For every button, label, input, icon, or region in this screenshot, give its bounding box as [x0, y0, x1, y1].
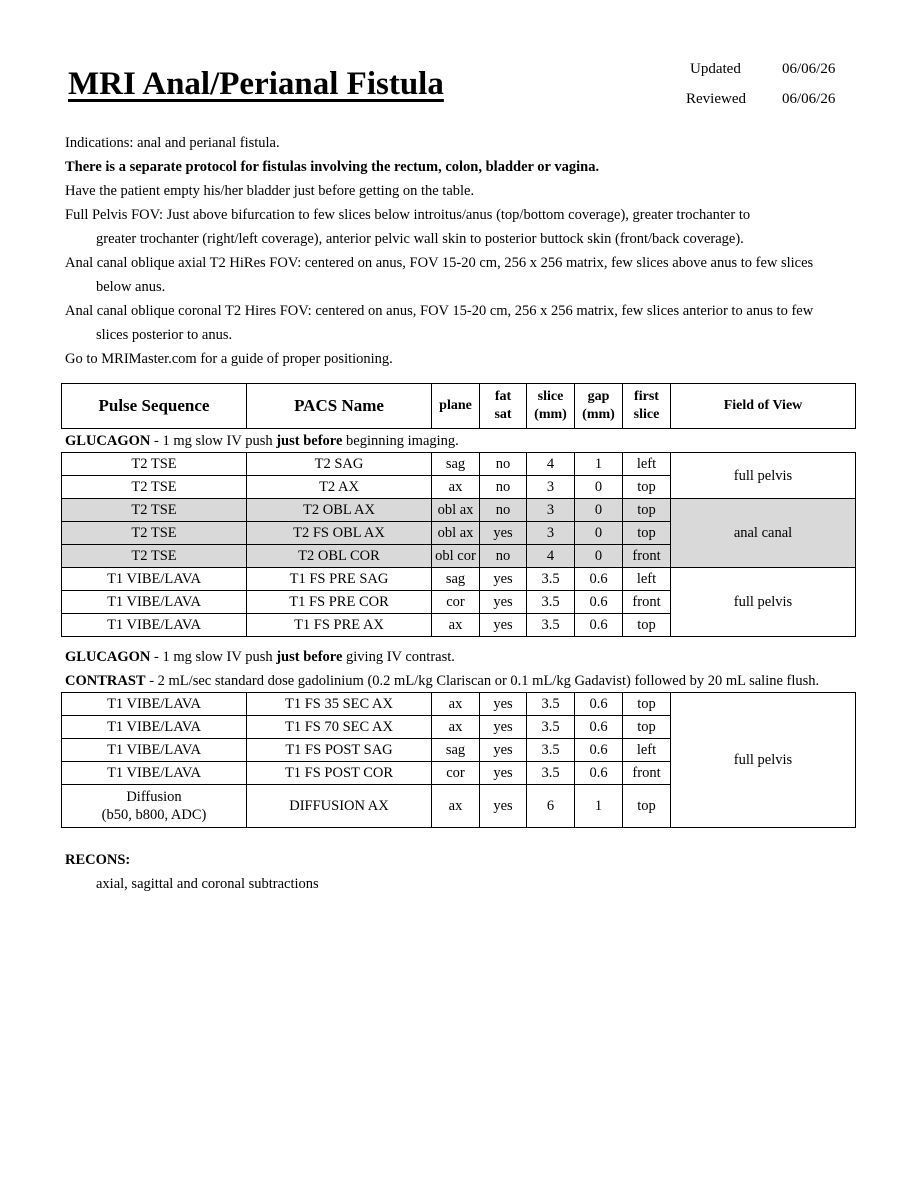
indication-line: below anus. — [96, 279, 166, 295]
gap-cell: 0 — [575, 476, 623, 499]
gap-cell: 0.6 — [575, 739, 623, 762]
header-pacs-name: PACS Name — [247, 384, 432, 429]
slice-cell: 3.5 — [527, 693, 575, 716]
pulse-sequence-cell: T2 TSE — [62, 545, 247, 568]
slice-cell: 3 — [527, 476, 575, 499]
fat-sat-cell: yes — [480, 522, 527, 545]
fat-sat-cell: yes — [480, 614, 527, 637]
indication-line: Anal canal oblique coronal T2 Hires FOV: centered on anus, FOV 15-20 cm, 256 x 256 matrix, few slices anterior to anus to few — [65, 303, 814, 319]
pacs-name-cell: T2 AX — [247, 476, 432, 499]
header-plane: plane — [432, 384, 480, 429]
fat-sat-cell: no — [480, 545, 527, 568]
glucagon-note-2: GLUCAGON - 1 mg slow IV push just before giving IV contrast. — [65, 649, 455, 665]
pacs-name-cell: T2 OBL AX — [247, 499, 432, 522]
first-slice-cell: front — [623, 591, 671, 614]
pacs-name-cell: T1 FS 70 SEC AX — [247, 716, 432, 739]
pacs-name-cell: T1 FS 35 SEC AX — [247, 693, 432, 716]
first-slice-cell: left — [623, 739, 671, 762]
first-slice-cell: top — [623, 716, 671, 739]
protocol-table-1 — [61, 452, 856, 637]
plane-cell: ax — [432, 693, 480, 716]
field-of-view-cell: full pelvis — [671, 568, 856, 637]
pacs-name-cell: T1 FS POST SAG — [247, 739, 432, 762]
pulse-sequence-cell: T1 VIBE/LAVA — [62, 716, 247, 739]
indication-line: greater trochanter (right/left coverage), anterior pelvic wall skin to posterior buttock skin (front/back coverage). — [96, 231, 744, 247]
gap-cell: 0 — [575, 499, 623, 522]
first-slice-cell: top — [623, 522, 671, 545]
first-slice-cell: front — [623, 762, 671, 785]
table-row — [62, 693, 856, 716]
indication-line: There is a separate protocol for fistulas involving the rectum, colon, bladder or vagina. — [65, 159, 600, 175]
pulse-sequence-cell: T1 VIBE/LAVA — [62, 762, 247, 785]
page-title: MRI Anal/Perianal Fistula — [68, 66, 444, 102]
pacs-name-cell: T1 FS PRE SAG — [247, 568, 432, 591]
fat-sat-cell: yes — [480, 762, 527, 785]
indication-line: Full Pelvis FOV: Just above bifurcation to few slices below introitus/anus (top/bottom coverage), greater trochanter to — [65, 207, 751, 223]
plane-cell: ax — [432, 476, 480, 499]
fat-sat-cell: yes — [480, 716, 527, 739]
plane-cell: obl ax — [432, 499, 480, 522]
contrast-note: CONTRAST - 2 mL/sec standard dose gadolinium (0.2 mL/kg Clariscan or 0.1 mL/kg Gadavist) followed by 20 mL saline flush. — [65, 673, 820, 689]
indication-line: Anal canal oblique axial T2 HiRes FOV: centered on anus, FOV 15-20 cm, 256 x 256 matrix, few slices above anus to few slices — [65, 255, 814, 271]
slice-cell: 3.5 — [527, 614, 575, 637]
fat-sat-cell: no — [480, 499, 527, 522]
indications-block — [65, 131, 865, 371]
indication-line: Have the patient empty his/her bladder just before getting on the table. — [65, 183, 475, 199]
slice-cell: 3.5 — [527, 591, 575, 614]
slice-cell: 3.5 — [527, 716, 575, 739]
header-first-slice: first slice — [623, 384, 671, 429]
pulse-sequence-cell: Diffusion (b50, b800, ADC) — [62, 785, 247, 828]
pacs-name-cell: T1 FS POST COR — [247, 762, 432, 785]
fat-sat-cell: yes — [480, 591, 527, 614]
header-pulse-sequence: Pulse Sequence — [62, 384, 247, 429]
pacs-name-cell: DIFFUSION AX — [247, 785, 432, 828]
fat-sat-cell: yes — [480, 739, 527, 762]
gap-cell: 0 — [575, 522, 623, 545]
table-row — [62, 568, 856, 591]
field-of-view-cell: full pelvis — [671, 693, 856, 828]
updated-label: Updated — [690, 61, 741, 77]
slice-cell: 3.5 — [527, 739, 575, 762]
recons-text: axial, sagittal and coronal subtractions — [96, 876, 319, 892]
gap-cell: 1 — [575, 453, 623, 476]
first-slice-cell: front — [623, 545, 671, 568]
first-slice-cell: top — [623, 499, 671, 522]
pacs-name-cell: T2 FS OBL AX — [247, 522, 432, 545]
slice-cell: 4 — [527, 453, 575, 476]
pulse-sequence-cell: T2 TSE — [62, 522, 247, 545]
pulse-sequence-cell: T2 TSE — [62, 453, 247, 476]
plane-cell: ax — [432, 614, 480, 637]
indication-line: slices posterior to anus. — [96, 327, 233, 343]
pulse-sequence-cell: T1 VIBE/LAVA — [62, 614, 247, 637]
first-slice-cell: top — [623, 693, 671, 716]
header-gap: gap (mm) — [575, 384, 623, 429]
pacs-name-cell: T2 SAG — [247, 453, 432, 476]
protocol-table-header — [61, 383, 856, 429]
fat-sat-cell: yes — [480, 568, 527, 591]
plane-cell: cor — [432, 762, 480, 785]
plane-cell: cor — [432, 591, 480, 614]
fat-sat-cell: yes — [480, 785, 527, 828]
glucagon-note-1: GLUCAGON - 1 mg slow IV push just before beginning imaging. — [65, 433, 459, 449]
gap-cell: 0.6 — [575, 716, 623, 739]
fat-sat-cell: no — [480, 476, 527, 499]
slice-cell: 4 — [527, 545, 575, 568]
slice-cell: 3 — [527, 522, 575, 545]
first-slice-cell: top — [623, 785, 671, 828]
pulse-sequence-cell: T1 VIBE/LAVA — [62, 739, 247, 762]
reviewed-date: 06/06/26 — [782, 91, 836, 107]
field-of-view-cell: anal canal — [671, 499, 856, 568]
slice-cell: 3.5 — [527, 762, 575, 785]
pacs-name-cell: T1 FS PRE COR — [247, 591, 432, 614]
indication-line: Go to MRIMaster.com for a guide of proper positioning. — [65, 351, 393, 367]
first-slice-cell: top — [623, 614, 671, 637]
gap-cell: 0.6 — [575, 614, 623, 637]
plane-cell: sag — [432, 568, 480, 591]
header-field-of-view: Field of View — [671, 384, 856, 429]
slice-cell: 3 — [527, 499, 575, 522]
pulse-sequence-cell: T1 VIBE/LAVA — [62, 568, 247, 591]
gap-cell: 1 — [575, 785, 623, 828]
protocol-table-2 — [61, 692, 856, 828]
slice-cell: 6 — [527, 785, 575, 828]
plane-cell: ax — [432, 716, 480, 739]
header-fat-sat: fat sat — [480, 384, 527, 429]
table-row — [62, 499, 856, 522]
first-slice-cell: left — [623, 453, 671, 476]
indication-line: Indications: anal and perianal fistula. — [65, 135, 280, 151]
fat-sat-cell: yes — [480, 693, 527, 716]
plane-cell: sag — [432, 739, 480, 762]
slice-cell: 3.5 — [527, 568, 575, 591]
reviewed-label: Reviewed — [686, 91, 746, 107]
first-slice-cell: top — [623, 476, 671, 499]
pulse-sequence-cell: T2 TSE — [62, 499, 247, 522]
header-slice: slice (mm) — [527, 384, 575, 429]
plane-cell: sag — [432, 453, 480, 476]
gap-cell: 0.6 — [575, 591, 623, 614]
pacs-name-cell: T1 FS PRE AX — [247, 614, 432, 637]
recons-heading: RECONS: — [65, 852, 131, 868]
plane-cell: obl ax — [432, 522, 480, 545]
pacs-name-cell: T2 OBL COR — [247, 545, 432, 568]
gap-cell: 0.6 — [575, 568, 623, 591]
first-slice-cell: left — [623, 568, 671, 591]
plane-cell: obl cor — [432, 545, 480, 568]
pulse-sequence-cell: T2 TSE — [62, 476, 247, 499]
gap-cell: 0 — [575, 545, 623, 568]
gap-cell: 0.6 — [575, 762, 623, 785]
field-of-view-cell: full pelvis — [671, 453, 856, 499]
updated-date: 06/06/26 — [782, 61, 836, 77]
table-row — [62, 453, 856, 476]
plane-cell: ax — [432, 785, 480, 828]
fat-sat-cell: no — [480, 453, 527, 476]
pulse-sequence-cell: T1 VIBE/LAVA — [62, 693, 247, 716]
pulse-sequence-cell: T1 VIBE/LAVA — [62, 591, 247, 614]
gap-cell: 0.6 — [575, 693, 623, 716]
